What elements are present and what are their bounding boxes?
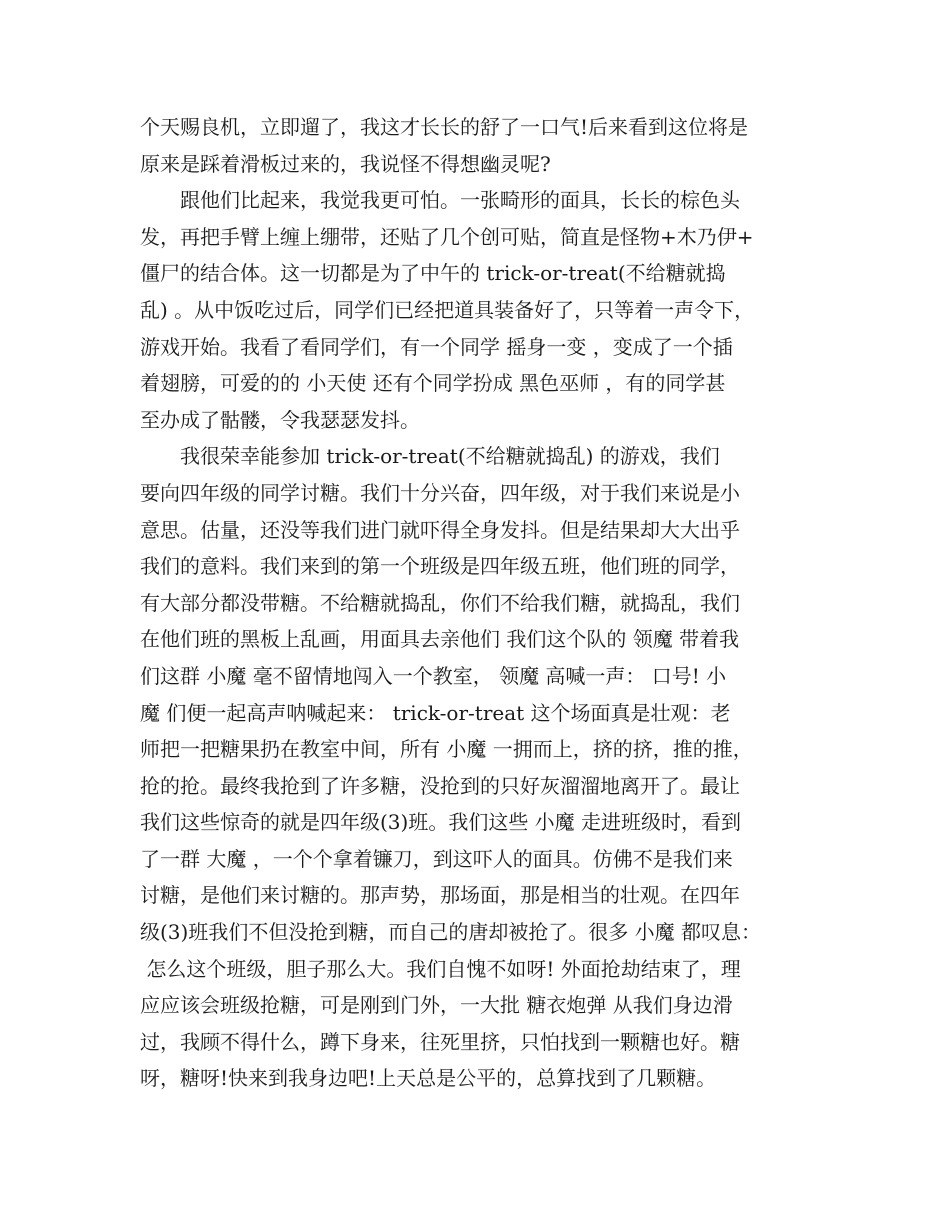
- text-line: 魔 们便一起高声呐喊起来： trick-or-treat 这个场面真是壮观：老: [140, 700, 731, 725]
- text-line: 师把一把糖果扔在教室中间，所有 小魔 一拥而上，挤的挤，推的推，: [140, 737, 753, 762]
- text-line: 应应该会班级抢糖，可是刚到门外，一大批 糖衣炮弹 从我们身边滑: [140, 993, 733, 1018]
- text-line: 原来是踩着滑板过来的，我说怪不得想幽灵呢?: [140, 151, 551, 176]
- text-line: 我很荣幸能参加 trick-or-treat(不给糖就捣乱) 的游戏，我们: [140, 444, 720, 469]
- text-line: 过，我顾不得什么，蹲下身来，往死里挤，只怕找到一颗糖也好。糖: [140, 1029, 740, 1054]
- text-line: 有大部分都没带糖。不给糖就捣乱，你们不给我们糖，就捣乱，我们: [140, 590, 740, 615]
- text-line: 讨糖，是他们来讨糖的。那声势，那场面，那是相当的壮观。在四年: [140, 883, 740, 908]
- text-line: 着翅膀，可爱的的 小天使 还有个同学扮成 黑色巫师 ，有的同学甚: [140, 371, 726, 396]
- text-line: 呀，糖呀!快来到我身边吧!上天总是公平的，总算找到了几颗糖。: [140, 1066, 717, 1091]
- text-line: 了一群 大魔 ，一个个拿着镰刀，到这吓人的面具。仿佛不是我们来: [140, 846, 733, 871]
- text-line: 发，再把手臂上缠上绷带，还贴了几个创可贴，简直是怪物+木乃伊+: [140, 224, 754, 249]
- body-text: [140, 109, 820, 1097]
- text-line: 跟他们比起来，我觉我更可怕。一张畸形的面具，长长的棕色头: [140, 188, 740, 213]
- text-line: 们这群 小魔 毫不留情地闯入一个教室， 领魔 高喊一声： 口号! 小: [140, 663, 727, 688]
- text-line: 级(3)班我们不但没抢到糖，而自己的唐却被抢了。很多 小魔 都叹息：: [140, 920, 762, 945]
- text-line: 意思。估量，还没等我们进门就吓得全身发抖。但是结果却大大出乎: [140, 517, 740, 542]
- text-line: 僵尸的结合体。这一切都是为了中午的 trick-or-treat(不给糖就捣: [140, 261, 726, 286]
- text-line: 个天赐良机，立即遛了，我这才长长的舒了一口气!后来看到这位将是: [140, 115, 749, 139]
- text-line: 怎么这个班级，胆子那么大。我们自愧不如呀! 外面抢劫结束了，理: [140, 956, 741, 981]
- text-line: 要向四年级的同学讨糖。我们十分兴奋，四年级，对于我们来说是小: [140, 480, 740, 505]
- text-line: 抢的抢。最终我抢到了许多糖，没抢到的只好灰溜溜地离开了。最让: [140, 773, 740, 798]
- text-line: 乱) 。从中饭吃过后，同学们已经把道具装备好了，只等着一声令下，: [140, 297, 755, 322]
- text-line: 在他们班的黑板上乱画，用面具去亲他们 我们这个队的 领魔 带着我: [140, 627, 740, 652]
- text-line: 我们的意料。我们来到的第一个班级是四年级五班，他们班的同学，: [140, 554, 740, 579]
- text-line: 我们这些惊奇的就是四年级(3)班。我们这些 小魔 走进班级时，看到: [140, 810, 742, 835]
- text-line: 游戏开始。我看了看同学们，有一个同学 摇身一变 ，变成了一个插: [140, 334, 733, 359]
- text-line: 至办成了骷髅，令我瑟瑟发抖。: [140, 407, 420, 432]
